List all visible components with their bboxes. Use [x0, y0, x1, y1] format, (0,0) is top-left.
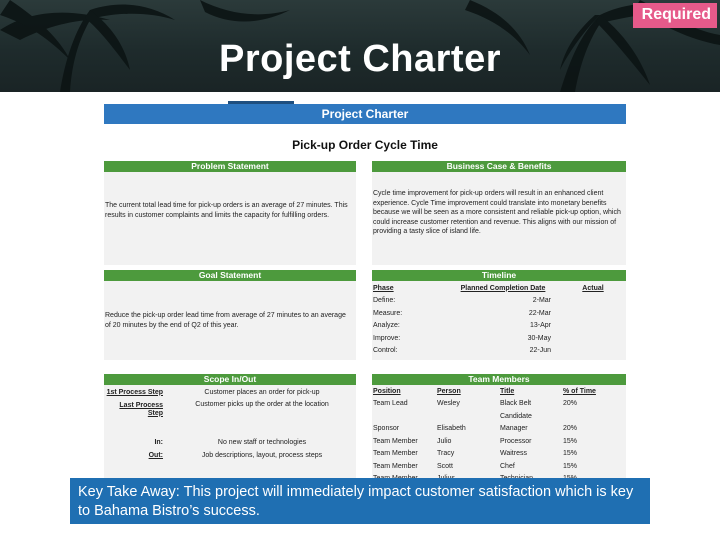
- scope-label: In:: [154, 439, 163, 447]
- timeline-planned: 2-Mar: [532, 297, 551, 305]
- team-title: Processor: [500, 437, 532, 445]
- table-row: [373, 410, 623, 423]
- team-col-time: % of Time: [563, 387, 596, 395]
- scope-value: Customer picks up the order at the location: [195, 400, 329, 408]
- team-person: Julio: [437, 437, 452, 445]
- timeline-planned: 13-Apr: [529, 322, 551, 330]
- team-time: [563, 410, 623, 423]
- table-row: [373, 332, 623, 345]
- team-position: Team Member: [373, 462, 418, 470]
- scope-heading: Scope In/Out: [104, 374, 356, 385]
- scope-label: Last Process Step: [119, 401, 163, 417]
- team-position: Team Member: [373, 450, 418, 458]
- table-row: [373, 307, 623, 320]
- table-row: [373, 320, 623, 333]
- scope-label: Out:: [148, 451, 163, 459]
- project-charter-document: [104, 104, 626, 480]
- table-row: [373, 398, 623, 411]
- scope-value: Job descriptions, layout, process steps: [201, 451, 323, 459]
- team-position: Team Lead: [373, 400, 408, 408]
- problem-statement-heading: Problem Statement: [104, 161, 356, 172]
- timeline-actual: [563, 320, 623, 333]
- table-row: [373, 345, 623, 358]
- scope-panel: [104, 374, 356, 480]
- scope-value: Customer places an order for pick-up: [204, 388, 320, 396]
- timeline-actual: [563, 295, 623, 308]
- timeline-panel: [372, 270, 626, 360]
- team-person: Scott: [437, 462, 453, 470]
- team-title: Chef: [500, 462, 515, 470]
- problem-statement-text: The current total lead time for pick-up orders is an average of 27 minutes. This results in customer complaints and limits the capacity for fulfilling orders.: [105, 202, 348, 219]
- timeline-actual: [563, 332, 623, 345]
- team-time: 15%: [563, 462, 578, 470]
- team-time: 15%: [563, 437, 578, 445]
- goal-statement-heading: Goal Statement: [104, 270, 356, 281]
- team-members-heading: Team Members: [372, 374, 626, 385]
- key-takeaway-box: [70, 478, 650, 524]
- table-row: [105, 399, 355, 421]
- team-col-position: Position: [373, 387, 401, 395]
- timeline-phase: Measure:: [373, 309, 403, 317]
- charter-header: Project Charter: [104, 104, 626, 124]
- table-row: [105, 437, 355, 450]
- team-person: Elisabeth: [437, 425, 466, 433]
- timeline-heading: Timeline: [372, 270, 626, 281]
- timeline-actual: [563, 345, 623, 358]
- team-title: Black Belt: [500, 400, 532, 408]
- table-row: [373, 423, 623, 436]
- goal-statement-panel: [104, 270, 356, 360]
- team-position: [373, 410, 437, 423]
- timeline-planned: 22-Mar: [528, 309, 551, 317]
- scope-value: No new staff or technologies: [217, 439, 307, 447]
- team-members-table: [373, 385, 623, 485]
- table-row: [105, 449, 355, 462]
- slide-title: Project Charter: [218, 38, 502, 80]
- timeline-table: [373, 282, 623, 357]
- team-time: 20%: [563, 400, 578, 408]
- timeline-phase: Analyze:: [373, 322, 400, 330]
- table-row: [105, 386, 355, 399]
- timeline-phase: Improve:: [373, 334, 401, 342]
- table-row: [373, 448, 623, 461]
- team-title: Waitress: [500, 450, 527, 458]
- table-row: [373, 295, 623, 308]
- table-row: [373, 435, 623, 448]
- required-badge: Required: [633, 3, 717, 28]
- timeline-col-phase: Phase: [373, 284, 394, 292]
- team-members-panel: [372, 374, 626, 480]
- timeline-phase: Define:: [373, 297, 396, 305]
- team-person: Wesley: [437, 400, 460, 408]
- team-title: Manager: [500, 425, 528, 433]
- team-position: Team Member: [373, 437, 418, 445]
- team-position: Sponsor: [373, 425, 400, 433]
- timeline-planned: 22-Jun: [529, 347, 551, 355]
- scope-table: [105, 386, 355, 462]
- team-title: Candidate: [500, 412, 532, 420]
- business-case-heading: Business Case & Benefits: [372, 161, 626, 172]
- goal-statement-text: Reduce the pick-up order lead time from average of 27 minutes to an average of 20 minutes by the end of Q2 of this year.: [105, 312, 346, 329]
- spacer: [105, 421, 169, 437]
- team-time: 15%: [563, 450, 578, 458]
- team-person: Tracy: [437, 450, 455, 458]
- business-case-text: Cycle time improvement for pick-up orders will result in an enhanced client experience. Cycle Time improvement could translate into monetary benefits because we will be seen as a more consistent and reliable pick-up option, which could increase customer retention and revenue. This aligns with our mission of providing a tasty slice of island life.: [373, 190, 621, 236]
- team-col-person: Person: [437, 387, 461, 395]
- scope-label: 1st Process Step: [106, 388, 163, 396]
- team-person: [437, 410, 500, 423]
- timeline-phase: Control:: [373, 347, 398, 355]
- timeline-actual: [563, 307, 623, 320]
- key-takeaway-text: Key Take Away: This project will immediately impact customer satisfaction which is key to Bahama Bistro’s success.: [78, 484, 634, 519]
- team-col-title: Title: [500, 387, 515, 395]
- table-row: [373, 460, 623, 473]
- timeline-planned: 30-May: [527, 334, 551, 342]
- charter-subtitle: Pick-up Order Cycle Time: [292, 138, 438, 152]
- team-time: 20%: [563, 425, 578, 433]
- problem-statement-panel: [104, 161, 356, 265]
- header-banner: [0, 0, 720, 92]
- timeline-col-actual: Actual: [582, 284, 604, 292]
- business-case-panel: [372, 161, 626, 265]
- timeline-col-planned: Planned Completion Date: [460, 284, 546, 292]
